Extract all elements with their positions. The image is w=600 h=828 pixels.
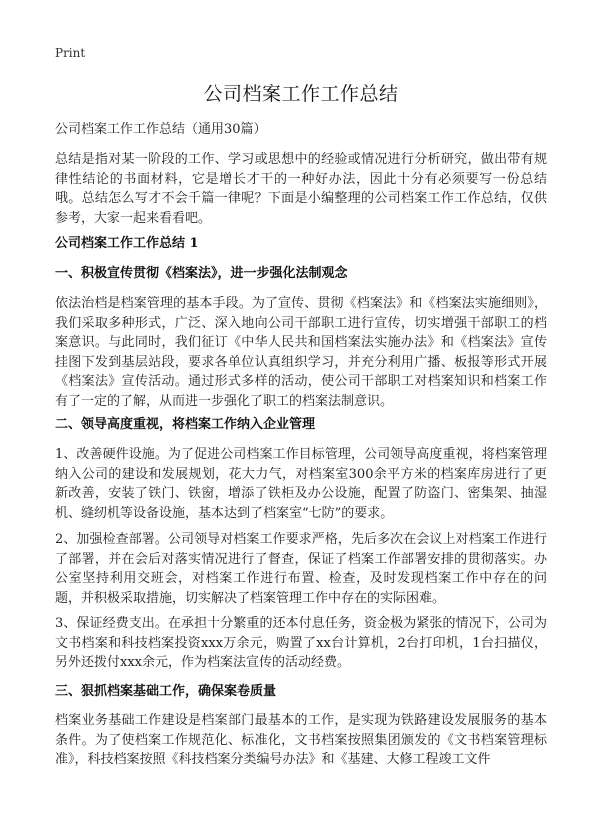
- document-subtitle: 公司档案工作工作总结（通用30篇）: [55, 122, 267, 137]
- section-2-paragraph-1: 1、改善硬件设施。为了促进公司档案工作目标管理，公司领导高度重视，将档案管理纳入公司的建设和发展规划，花大力气，对档案室300余平方米的档案库房进行了更新改善，安装了铁门、铁窗，增添了铁柜及办公设施，配置了防盗门、密集架、抽湿机、缝纫机等设备设施，基本达到了档案室“七防”的要求。: [55, 447, 547, 521]
- print-link[interactable]: Print: [55, 46, 86, 60]
- section-2-paragraph-3: 3、保证经费支出。在承担十分繁重的还本付息任务，资金极为紧张的情况下，公司为文书档案和科技档案投资xxx万余元，购置了xx台计算机，2台打印机，1台扫描仪，另外还拨付xxx余元，作为档案法宣传的活动经费。: [55, 616, 547, 670]
- document-title: 公司档案工作工作总结: [203, 83, 399, 105]
- section-3-paragraph-1: 档案业务基础工作建设是档案部门最基本的工作，是实现为铁路建设发展服务的基本条件。为了使档案工作规范化、标准化，文书档案按照集团颁发的《文书档案管理标准》，科技档案按照《科技档案分类编号办法》和《基建、大修工程竣工文件: [55, 713, 547, 767]
- summary-heading: 公司档案工作工作总结 1: [55, 236, 199, 251]
- section-heading-2: 二、领导高度重视，将档案工作纳入企业管理: [55, 417, 316, 432]
- section-2-paragraph-2: 2、加强检查部署。公司领导对档案工作要求严格，先后多次在会议上对档案工作进行了部署，并在会后对落实情况进行了督查，保证了档案工作部署安排的贯彻落实。办公室坚持利用交班会，对档案工作进行布置、检查，及时发现档案工作中存在的问题，并积极采取措施，切实解决了档案管理工作中存在的实际困难。: [55, 532, 547, 606]
- section-1-paragraph-1: 依法治档是档案管理的基本手段。为了宣传、贯彻《档案法》和《档案法实施细则》，我们采取多种形式，广泛、深入地向公司干部职工进行宣传，切实增强干部职工的档案意识。与此同时，我们征订《中华人民共和国档案法实施办法》和《档案法》宣传挂图下发到基层站段，要求各单位认真组织学习，并充分利用广播、板报等形式开展《档案法》宣传活动。通过形式多样的活动，使公司干部职工对档案知识和档案工作有了一定的了解，从而进一步强化了职工的档案法制意识。: [55, 296, 547, 409]
- section-heading-1: 一、积极宣传贯彻《档案法》，进一步强化法制观念: [55, 266, 348, 281]
- intro-paragraph: 总结是指对某一阶段的工作、学习或思想中的经验或情况进行分析研究，做出带有规律性结论的书面材料，它是增长才干的一种好办法，因此十分有必须要写一份总结哦。总结怎么写才不会千篇一律呢？下面是小编整理的公司档案工作工作总结，仅供参考，大家一起来看看吧。: [55, 152, 547, 226]
- section-heading-3: 三、狠抓档案基础工作，确保案卷质量: [55, 684, 277, 699]
